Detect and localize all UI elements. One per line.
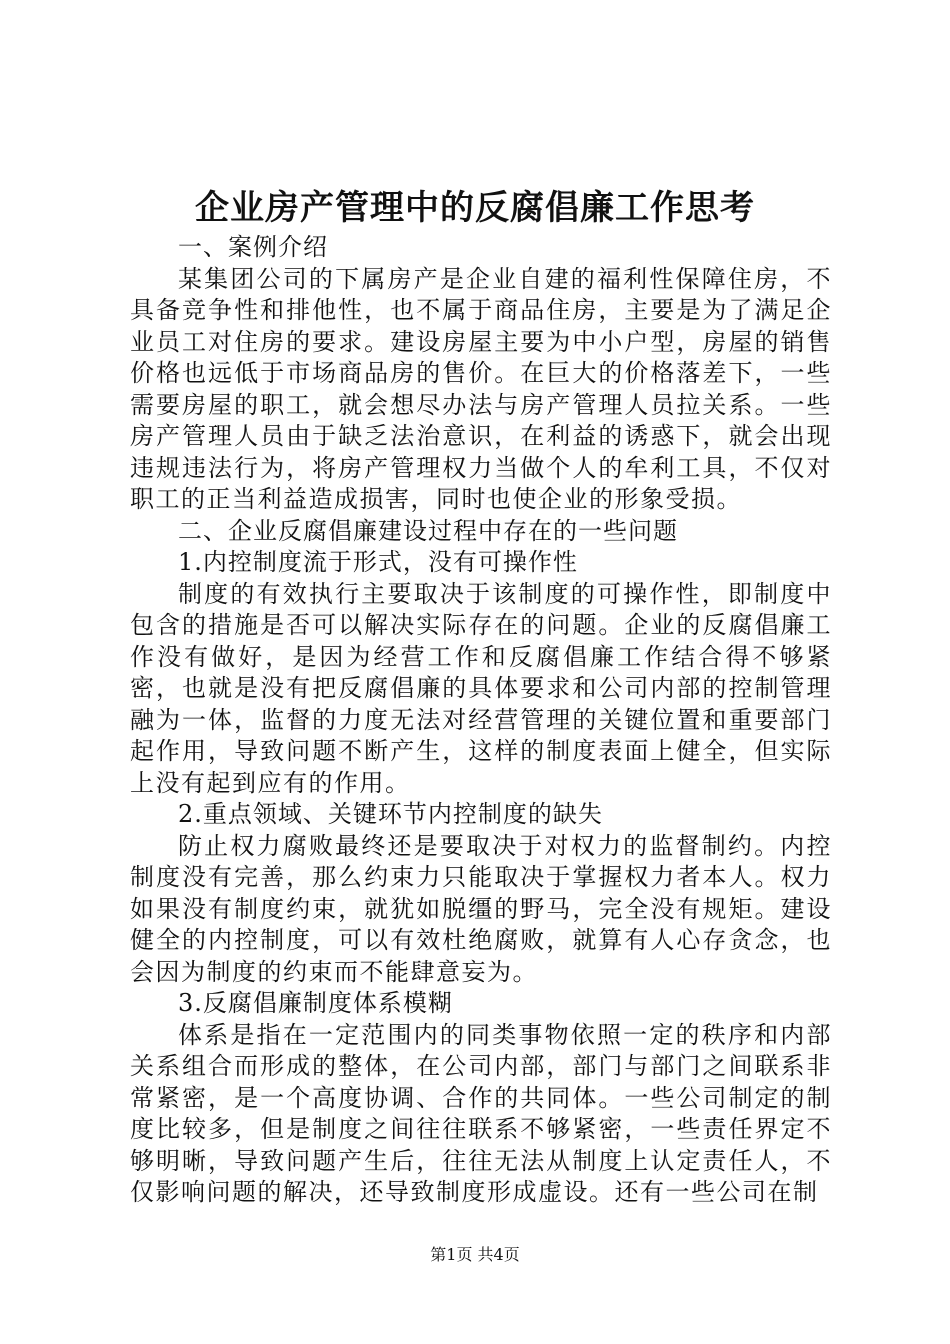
page-number-footer: 第1页 共4页 [430, 1245, 520, 1264]
subheading-1: 1.内控制度流于形式，没有可操作性 [178, 548, 578, 576]
document-title: 企业房产管理中的反腐倡廉工作思考 [195, 188, 755, 228]
subheading-2: 2.重点领域、关键环节内控制度的缺失 [178, 800, 603, 828]
paragraph-subheading-3: 体系是指在一定范围内的同类事物依照一定的秩序和内部关系组合而形成的整体，在公司内部，部门与部门之间联系非常紧密，是一个高度协调、合作的共同体。一些公司制定的制度比较多，但是制度之间往往联系不够紧密，一些责任界定不够明晰，导致问题产生后，往往无法从制度上认定责任人，不仅影响问题的解决，还导致制度形成虚设。还有一些公司在制 [130, 1020, 832, 1206]
paragraph-case-description: 某集团公司的下属房产是企业自建的福利性保障住房，不具备竞争性和排他性，也不属于商品住房，主要是为了满足企业员工对住房的要求。建设房屋主要为中小户型，房屋的销售价格也远低于市场商品房的售价。在巨大的价格落差下，一些需要房屋的职工，就会想尽办法与房产管理人员拉关系。一些房产管理人员由于缺乏法治意识，在利益的诱惑下，就会出现违规违法行为，将房产管理权力当做个人的牟利工具，不仅对职工的正当利益造成损害，同时也使企业的形象受损。 [130, 264, 832, 513]
section-heading-case: 一、案例介绍 [178, 233, 328, 261]
paragraph-subheading-2: 防止权力腐败最终还是要取决于对权力的监督制约。内控制度没有完善，那么约束力只能取决于掌握权力者本人。权力如果没有制度约束，就犹如脱缰的野马，完全没有规矩。建设健全的内控制度，可以有效杜绝腐败，就算有人心存贪念，也会因为制度的约束而不能肆意妄为。 [130, 831, 832, 986]
section-heading-problems: 二、企业反腐倡廉建设过程中存在的一些问题 [178, 516, 678, 545]
subheading-3: 3.反腐倡廉制度体系模糊 [178, 989, 453, 1017]
paragraph-subheading-1: 制度的有效执行主要取决于该制度的可操作性，即制度中包含的措施是否可以解决实际存在的问题。企业的反腐倡廉工作没有做好，是因为经营工作和反腐倡廉工作结合得不够紧密，也就是没有把反腐倡廉的具体要求和公司内部的控制管理融为一体，监督的力度无法对经营管理的关键位置和重要部门起作用，导致问题不断产生，这样的制度表面上健全，但实际上没有起到应有的作用。 [130, 579, 832, 797]
document-body [130, 232, 832, 1209]
